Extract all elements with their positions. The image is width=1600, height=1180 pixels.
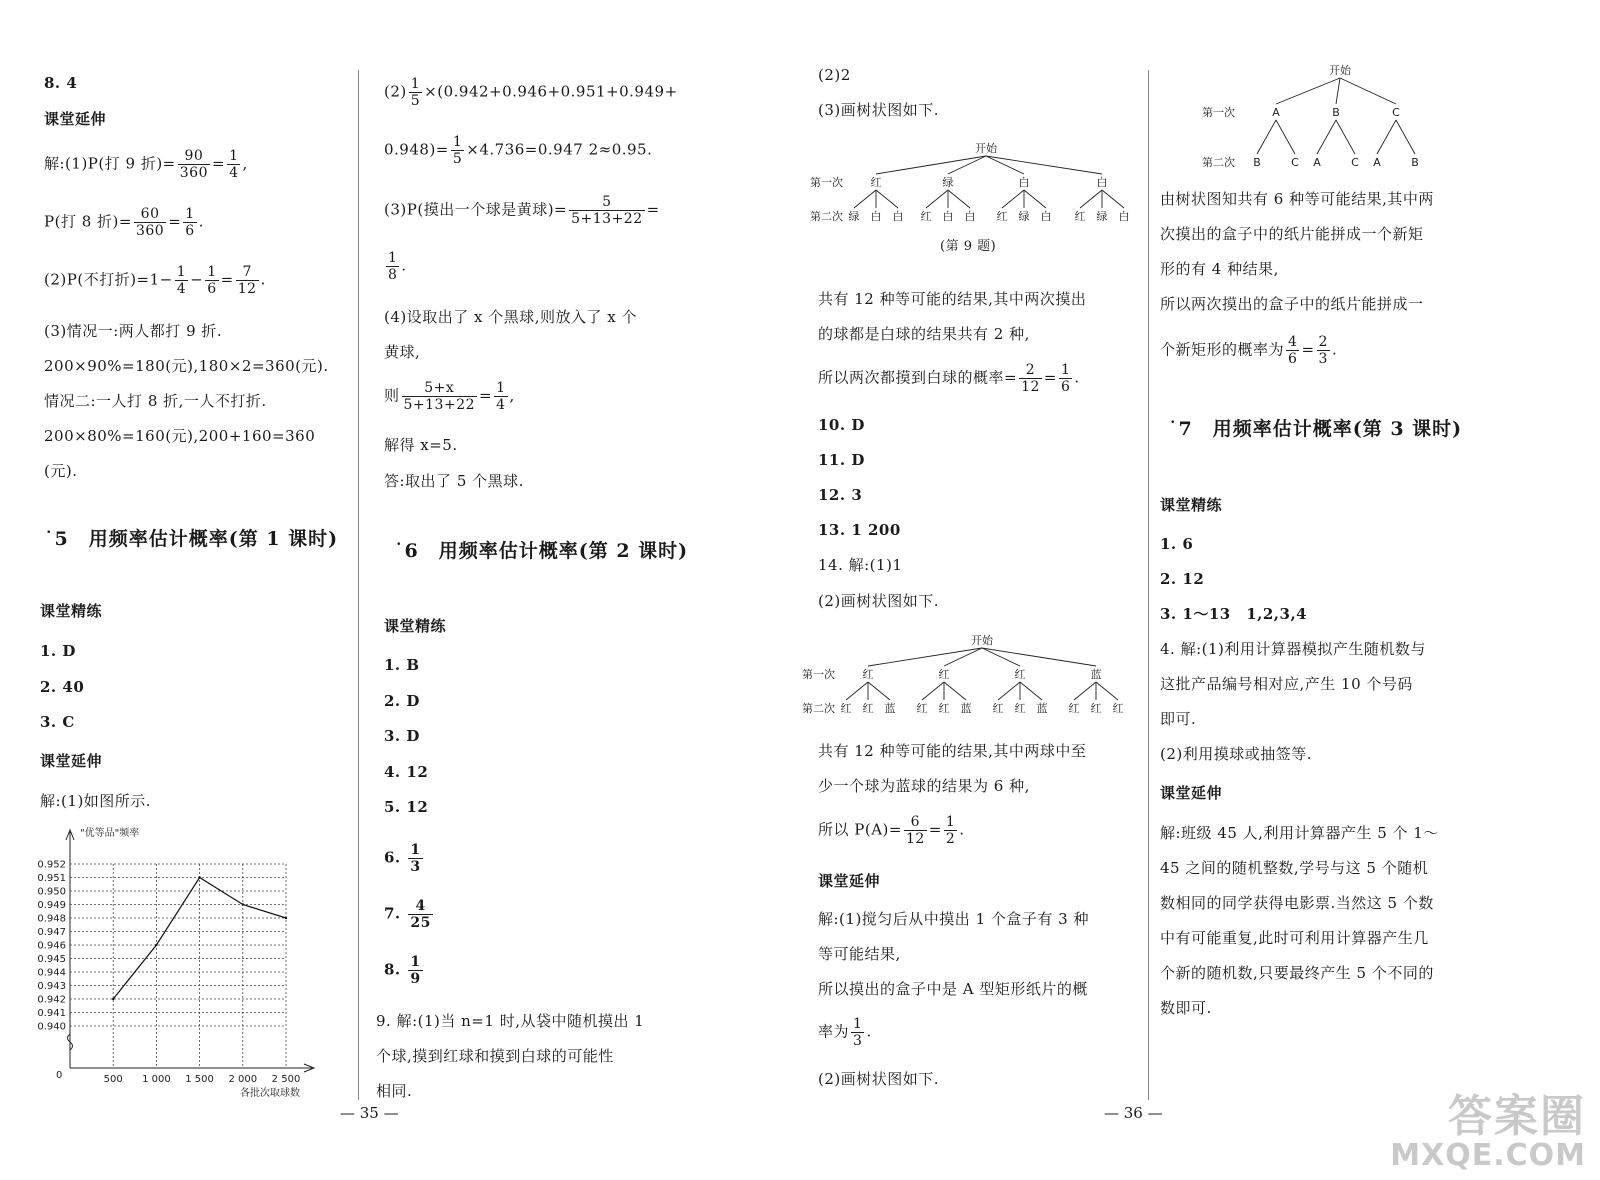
tree-branch [986, 156, 1102, 174]
text-line: (2)P(不打折)=1− $\frac{1}{4}$ − $\frac{1}{6}$ = $\frac{7}{12}$ . [44, 264, 266, 297]
tree-node-label: 白 [1096, 176, 1108, 189]
tree-node-label: 红 [916, 702, 928, 715]
y-tick-label: 0.941 [37, 1008, 66, 1019]
text-line: 解:班级 45 人,利用计算器产生 5 个 1～ [1160, 824, 1439, 842]
tree-root-label: 开始 [1329, 64, 1351, 77]
text-line: (3)画树状图如下. [818, 101, 940, 119]
text-line: 解:(1)P(打 9 折)= $\frac{90}{360}$ = $\frac{1}{4}$ , [44, 148, 248, 181]
tree-branch [1276, 120, 1295, 154]
answer-1: 1. 6 [1160, 535, 1194, 553]
tree-branch [876, 190, 898, 208]
tree-branch [1340, 78, 1396, 104]
tree-node-label: 红 [840, 702, 852, 715]
fraction: $\frac{1}{5}$ [452, 134, 463, 167]
y-tick-label: 0.951 [37, 873, 66, 884]
text-line: (3)情况一:两人都打 9 折. [44, 322, 223, 340]
fraction: $\frac{1}{2}$ [945, 814, 956, 847]
text-line: (2)2 [818, 66, 851, 84]
text-line: (元). [44, 462, 78, 480]
tree-node-label: 红 [870, 176, 882, 189]
text-line: 情况二:一人打 8 折,一人不打折. [44, 392, 267, 410]
tree-node-label: 蓝 [1090, 668, 1102, 681]
chart-origin-label: 0 [56, 1070, 63, 1081]
tree-root-label: 开始 [975, 142, 997, 155]
y-tick-label: 0.947 [37, 927, 66, 938]
fraction: $\frac{4}{25}$ [410, 898, 431, 931]
tree-node-label: 红 [1090, 702, 1102, 715]
tree-node-label: 红 [1068, 702, 1080, 715]
x-tick-label: 500 [103, 1074, 123, 1085]
tree-node-label: 红 [862, 668, 874, 681]
section-heading: 课堂延伸 [818, 872, 881, 890]
tree-branch [982, 648, 1096, 666]
text-line: (2)利用摸球或抽签等. [1160, 745, 1313, 763]
lesson-heading-7: ˙7 用频率估计概率(第 3 课时) [1168, 418, 1463, 440]
text-line: 少一个球为蓝球的结果为 6 种, [818, 777, 1030, 795]
chart-ylabel: "优等品"频率 [80, 828, 140, 839]
fraction: $\frac{2}{12}$ [1021, 362, 1040, 395]
tree-diagram-q9 [808, 138, 1138, 238]
tree-node-label: B [1253, 156, 1261, 169]
y-tick-label: 0.950 [37, 886, 66, 898]
tree-level-label: 第一次 [1202, 106, 1235, 119]
text-line: 所以两次摸出的盒子中的纸片能拼成一 [1160, 295, 1424, 313]
tree-node-label: 红 [920, 210, 932, 223]
text-line: 解:(1)如图所示. [40, 792, 152, 810]
y-tick-label: 0.943 [37, 981, 66, 992]
fraction: $\frac{1}{4}$ [496, 380, 506, 413]
text-line: 解:(1)搅匀后从中摸出 1 个盒子有 3 种 [818, 910, 1089, 928]
text-line: 所以摸出的盒子中是 A 型矩形纸片的概 [818, 980, 1088, 998]
tree-branch [948, 190, 970, 208]
answer-4: 4. 12 [384, 763, 429, 781]
text-line: 共有 12 种等可能的结果,其中两球中至 [818, 742, 1087, 760]
text-line: 等可能结果, [818, 945, 901, 963]
answer-2: 2. D [384, 692, 420, 710]
answer-14: 14. 解:(1)1 [818, 556, 903, 574]
x-tick-label: 2 000 [228, 1074, 258, 1085]
frequency-line-chart [20, 820, 340, 1100]
tree-branch [1396, 120, 1415, 154]
text-line: (2) $\frac{1}{5}$ ×(0.942+0.946+0.951+0.949+ [384, 76, 678, 109]
tree-branch [1080, 190, 1102, 208]
tree-branch [1002, 190, 1024, 208]
tree-branch [868, 648, 982, 666]
tree-node-label: A [1313, 156, 1321, 169]
tree-node-label: 白 [964, 210, 976, 223]
tree-node-label: 红 [938, 668, 950, 681]
y-tick-label: 0.949 [37, 900, 66, 911]
text-line: 所以 P(A)= $\frac{6}{12}$ = $\frac{1}{2}$ . [818, 814, 965, 847]
tree-branch [998, 682, 1020, 700]
tree-node-label: C [1392, 106, 1400, 119]
answer-3: 3. 1～13 1,2,3,4 [1160, 605, 1308, 623]
tree-node-label: C [1351, 156, 1359, 169]
data-point [285, 917, 287, 919]
x-tick-label: 1 000 [142, 1074, 171, 1085]
fraction: $\frac{1}{5}$ [410, 76, 421, 109]
text-line: 即可. [1160, 710, 1197, 728]
section-heading: 课堂精练 [384, 617, 447, 635]
tree-node-label: A [1373, 156, 1381, 169]
text-line: 个新的随机数,只要最终产生 5 个不同的 [1160, 964, 1434, 982]
answer-8: 8. 4 [44, 74, 78, 92]
tree-node-label: 白 [942, 210, 954, 223]
text-line: 相同. [376, 1082, 413, 1100]
tree-node-label: 白 [1040, 210, 1052, 223]
tree-branch [1024, 190, 1046, 208]
tree-diagram-boxes [1200, 62, 1460, 172]
y-tick-label: 0.945 [37, 954, 66, 965]
text-line: 数即可. [1160, 999, 1212, 1017]
answer-13: 13. 1 200 [818, 521, 901, 539]
fraction: $\frac{1}{3}$ [853, 1016, 863, 1049]
answer-2: 2. 40 [40, 678, 85, 696]
tree-node-label: 白 [870, 210, 882, 223]
tree-branch [1102, 190, 1124, 208]
text-line: (2)画树状图如下. [818, 592, 940, 610]
section-heading: 课堂延伸 [40, 752, 103, 770]
text-line: 中有可能重复,此时可利用计算器产生几 [1160, 929, 1429, 947]
section-heading: 课堂精练 [40, 602, 103, 620]
column-divider [358, 70, 359, 1100]
tree-branch [944, 682, 966, 700]
text-line: 解得 x=5. [384, 436, 458, 454]
text-line: 0.948)= $\frac{1}{5}$ ×4.736=0.947 2≈0.95. [384, 134, 653, 167]
tree-node-label: 红 [862, 702, 874, 715]
tree-node-label: 绿 [1018, 210, 1030, 223]
text-line: P(打 8 折)= $\frac{60}{360}$ = $\frac{1}{6}$ . [44, 206, 204, 239]
tree-branch [846, 682, 868, 700]
tree-branch [1336, 78, 1340, 104]
y-tick-label: 0.946 [37, 940, 66, 952]
answer-2: 2. 12 [1160, 570, 1205, 588]
text-line: 次摸出的盒子中的纸片能拼成一个新矩 [1160, 225, 1424, 243]
tree-branch [868, 682, 890, 700]
tree-node-label: 红 [938, 702, 950, 715]
figure-caption: (第 9 题) [940, 239, 997, 254]
tree-node-label: 绿 [942, 176, 954, 189]
data-point [198, 876, 200, 878]
tree-node-label: 白 [892, 210, 904, 223]
fraction: $\frac{5+x}{5+13+22}$ [403, 380, 476, 413]
tree-level-label: 第一次 [810, 176, 843, 189]
text-line: 形的有 4 种结果, [1160, 260, 1279, 278]
text-line: 共有 12 种等可能的结果,其中两次摸出 [818, 290, 1087, 308]
text-line: 200×80%=160(元),200+160=360 [44, 427, 316, 445]
fraction: $\frac{2}{3}$ [1318, 334, 1328, 367]
fraction: $\frac{5}{5+13+22}$ [571, 194, 643, 227]
section-heading: 课堂延伸 [1160, 784, 1223, 802]
fraction: $\frac{1}{4}$ [176, 264, 187, 297]
fraction: $\frac{1}{4}$ [229, 148, 239, 181]
tree-node-label: 绿 [1096, 210, 1108, 223]
tree-node-label: 红 [1014, 702, 1026, 715]
tree-node-label: C [1291, 156, 1299, 169]
text-line: (4)设取出了 x 个黑球,则放入了 x 个 [384, 308, 638, 326]
tree-root-label: 开始 [971, 634, 993, 647]
tree-node-label: 白 [1118, 210, 1130, 223]
lesson-heading-6: ˙6 用频率估计概率(第 2 课时) [394, 540, 689, 562]
answer-8: 8. $\frac{1}{9}$ [384, 954, 421, 987]
fraction: $\frac{7}{12}$ [237, 264, 257, 297]
answer-6: 6. $\frac{1}{3}$ [384, 842, 421, 875]
tree-branch [922, 682, 944, 700]
fraction: $\frac{1}{9}$ [410, 954, 421, 987]
chart-xlabel: 各批次取球数 [240, 1088, 300, 1099]
fraction: $\frac{1}{6}$ [185, 206, 195, 239]
section-heading: 课堂延伸 [44, 110, 107, 128]
text-line: 200×90%=180(元),180×2=360(元). [44, 357, 329, 375]
tree-branch [1074, 682, 1096, 700]
y-tick-label: 0.944 [37, 967, 66, 979]
tree-node-label: 白 [1018, 176, 1030, 189]
lesson-heading-5: ˙5 用频率估计概率(第 1 课时) [44, 528, 339, 550]
tree-branch [926, 190, 948, 208]
answer-1: 1. D [40, 642, 76, 660]
answer-7: 7. $\frac{4}{25}$ [384, 898, 431, 931]
page-number-35: — 35 — [340, 1104, 399, 1122]
tree-node-label: 红 [992, 702, 1004, 715]
text-line: 则 $\frac{5+x}{5+13+22}$ = $\frac{1}{4}$ , [384, 380, 515, 413]
text-line: 答:取出了 5 个黑球. [384, 472, 524, 490]
answer-3: 3. D [384, 727, 420, 745]
text-line: 率为 $\frac{1}{3}$ . [818, 1016, 872, 1049]
fraction: $\frac{6}{12}$ [905, 814, 925, 847]
text-line: 数相同的同学获得电影票.当然这 5 个数 [1160, 894, 1434, 912]
answer-12: 12. 3 [818, 486, 863, 504]
text-line: 黄球, [384, 343, 421, 361]
data-point [155, 944, 157, 946]
page-number-36: — 36 — [1104, 1104, 1163, 1122]
tree-branch [1096, 682, 1118, 700]
tree-node-label: 红 [1014, 668, 1026, 681]
text-line: (2)画树状图如下. [818, 1070, 940, 1088]
fraction: $\frac{4}{6}$ [1288, 334, 1298, 367]
fraction: $\frac{60}{360}$ [135, 206, 165, 239]
tree-branch [1377, 120, 1396, 154]
answer-4: 4. 解:(1)利用计算器模拟产生随机数与 [1160, 640, 1426, 658]
column-divider [1148, 70, 1149, 1100]
tree-node-label: 绿 [848, 210, 860, 223]
tree-level-label: 第二次 [802, 702, 835, 715]
section-heading: 课堂精练 [1160, 496, 1223, 514]
tree-branch [1317, 120, 1336, 154]
tree-level-label: 第二次 [1202, 156, 1235, 169]
x-tick-label: 1 500 [185, 1074, 214, 1085]
text-line: 45 之间的随机整数,学号与这 5 个随机 [1160, 859, 1429, 877]
tree-branch [1336, 120, 1355, 154]
tree-diagram-q14 [800, 630, 1140, 720]
text-line: $\frac{1}{8}$ . [388, 250, 407, 283]
tree-node-label: 红 [1112, 702, 1124, 715]
tree-branch [1257, 120, 1276, 154]
text-line: (3)P(摸出一个球是黄球)= $\frac{5}{5+13+22}$ = [384, 194, 660, 227]
answer-1: 1. B [384, 656, 420, 674]
tree-node-label: 蓝 [1036, 702, 1048, 715]
tree-node-label: B [1332, 106, 1340, 119]
tree-level-label: 第二次 [810, 210, 843, 223]
data-point [242, 903, 244, 905]
tree-node-label: 红 [996, 210, 1008, 223]
fraction: $\frac{1}{3}$ [410, 842, 421, 875]
tree-node-label: 蓝 [960, 702, 972, 715]
tree-branch [854, 190, 876, 208]
fraction: $\frac{1}{6}$ [207, 264, 217, 297]
tree-branch [1020, 682, 1042, 700]
tree-branch [1276, 78, 1340, 104]
text-line: 9. 解:(1)当 n=1 时,从袋中随机摸出 1 [376, 1012, 645, 1030]
text-line: 所以两次都摸到白球的概率= $\frac{2}{12}$ = $\frac{1}{6}$ . [818, 362, 1080, 395]
tree-node-label: 蓝 [884, 702, 896, 715]
text-line: 个球,摸到红球和摸到白球的可能性 [376, 1047, 614, 1065]
tree-level-label: 第一次 [802, 668, 835, 681]
answer-3: 3. C [40, 713, 75, 731]
answer-5: 5. 12 [384, 798, 429, 816]
watermark-logo: 答案圈 MXQE.COM [1390, 1091, 1586, 1173]
fraction: $\frac{90}{360}$ [179, 148, 208, 181]
tree-node-label: B [1411, 156, 1419, 169]
tree-branch [876, 156, 986, 174]
answer-11: 11. D [818, 451, 865, 469]
text-line: 由树状图知共有 6 种等可能结果,其中两 [1160, 190, 1434, 208]
x-tick-label: 2 500 [271, 1074, 301, 1085]
fraction: $\frac{1}{6}$ [1060, 362, 1071, 395]
y-tick-label: 0.948 [37, 913, 66, 925]
y-tick-label: 0.942 [37, 994, 66, 1006]
answer-10: 10. D [818, 416, 865, 434]
fraction: $\frac{1}{8}$ [388, 250, 398, 283]
y-tick-label: 0.940 [37, 1021, 66, 1033]
data-point [112, 998, 114, 1000]
y-tick-label: 0.952 [37, 859, 66, 871]
text-line: 这批产品编号相对应,产生 10 个号码 [1160, 675, 1413, 693]
tree-node-label: A [1272, 106, 1280, 119]
text-line: 个新矩形的概率为 $\frac{4}{6}$ = $\frac{2}{3}$ . [1160, 334, 1338, 367]
text-line: 的球都是白球的结果共有 2 种, [818, 325, 1030, 343]
tree-node-label: 红 [1074, 210, 1086, 223]
